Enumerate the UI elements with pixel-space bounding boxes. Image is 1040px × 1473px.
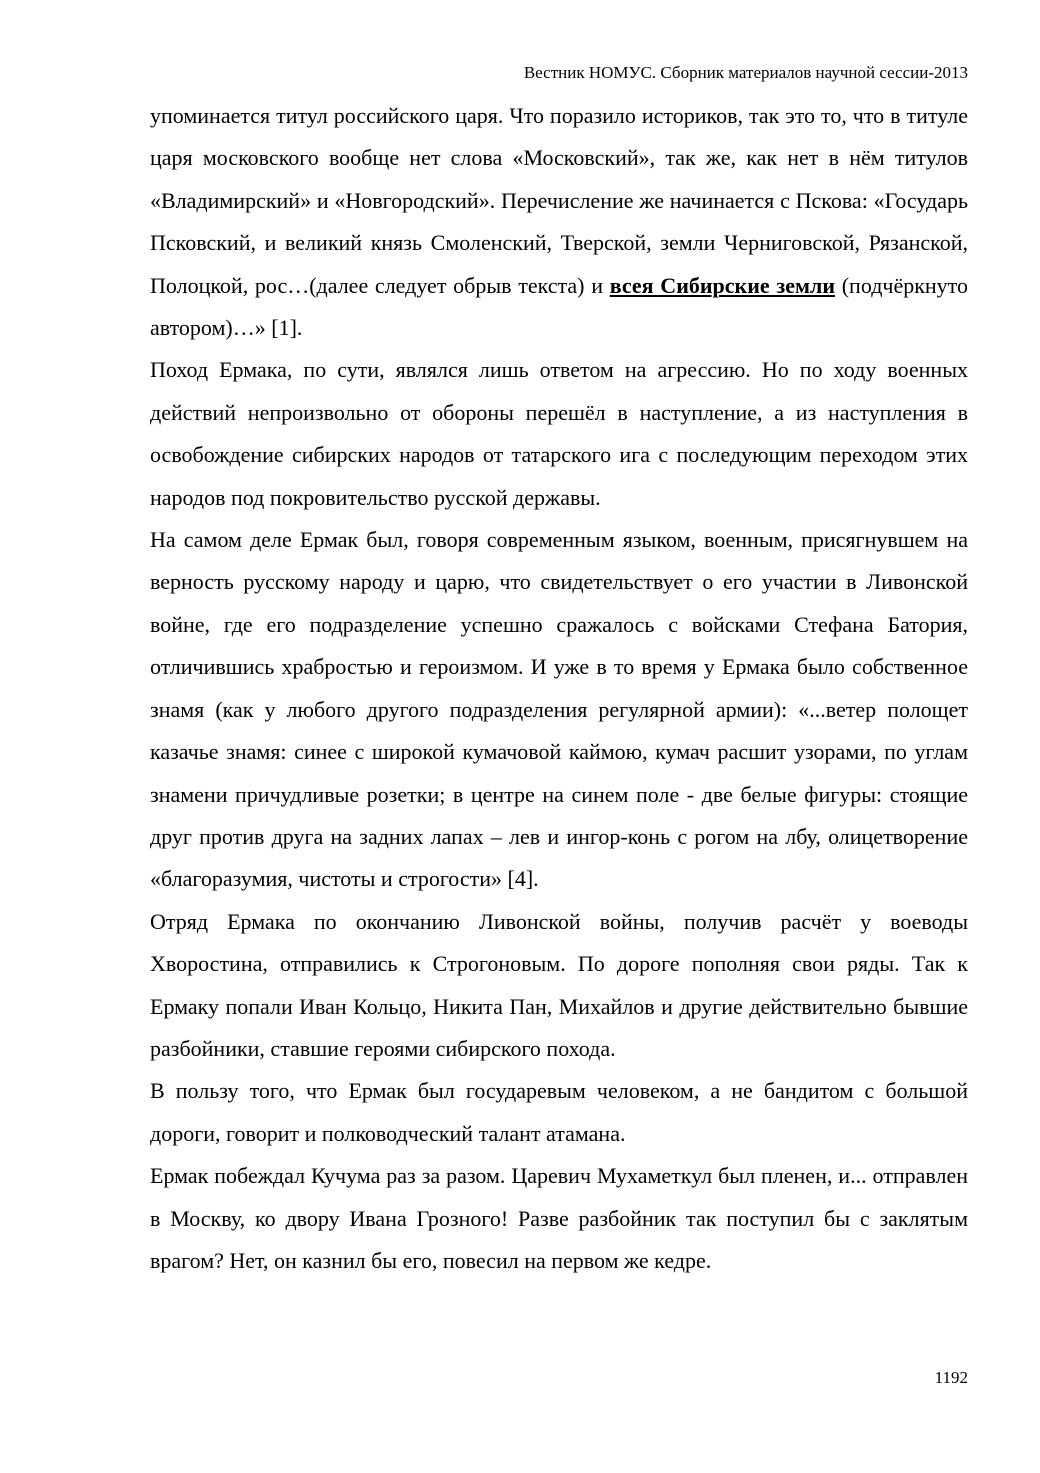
- paragraph-banner: На самом деле Ермак был, говоря современным языком, военным, присягнувшем на верность русскому народу и царю, что свидетельствует о его участии в Ливонской войне, где его подразделение успешно сражалось с войсками Стефана Батория, отличившись храбростью и героизмом. И уже в то время у Ермака было собственное знамя (как у любого другого подразделения регулярной армии): «...ветер полощет казачье знамя: синее с широкой кумачовой каймою, кумач расшит узорами, по углам знамени причудливые розетки; в центре на синем поле - две белые фигуры: стоящие друг против друга на задних лапах – лев и ингор-конь с рогом на лбу, олицетворение «благоразумия, чистоты и строгости» [4].: [150, 527, 968, 892]
- paragraph-title-discussion: [150, 95, 968, 349]
- paragraph-campaign: Поход Ермака, по сути, являлся лишь ответом на агрессию. Но по ходу военных действий непроизвольно от обороны перешёл в наступление, а из наступления в освобождение сибирских народов от татарского ига с последующим переходом этих народов под покровительство русской державы.: [150, 357, 968, 510]
- page-number: 1192: [934, 1368, 968, 1387]
- article-body: [150, 95, 968, 1282]
- paragraph-detachment: Отряд Ермака по окончанию Ливонской войны, получив расчёт у воеводы Хворостина, отправились к Строгоновым. По дороге пополняя свои ряды. Так к Ермаку попали Иван Кольцо, Никита Пан, Михайлов и другие действительно бывшие разбойники, ставшие героями сибирского похода.: [150, 908, 968, 1061]
- paragraph-text: (подчёркнуто автором)…» [1].: [150, 272, 968, 341]
- paragraph-text: упоминается титул российского царя. Что поразило историков, так это то, что в титуле царя московского вообще нет слова «Московский», так же, как нет в нём титулов «Владимирский» и «Новгородский». Перечисление же начинается с Пскова: «Государь Псковский, и великий князь Смоленский, Тверской, земли Черниговской, Рязанской, Полоцкой, рос…(далее следует обрыв текста) и: [150, 103, 968, 298]
- running-header: Вестник НОМУС. Сборник материалов научной сессии-2013: [523, 63, 968, 82]
- paragraph-talent: В пользу того, что Ермак был государевым человеком, а не бандитом с большой дороги, говорит и полководческий талант атамана.: [150, 1078, 968, 1146]
- paragraph-victories: Ермак побеждал Кучума раз за разом. Царевич Мухаметкул был пленен, и... отправлен в Москву, ко двору Ивана Грозного! Разве разбойник так поступил бы с заклятым врагом? Нет, он казнил бы его, повесил на первом же кедре.: [150, 1163, 968, 1273]
- emphasized-phrase: всея Сибирские земли: [609, 272, 835, 298]
